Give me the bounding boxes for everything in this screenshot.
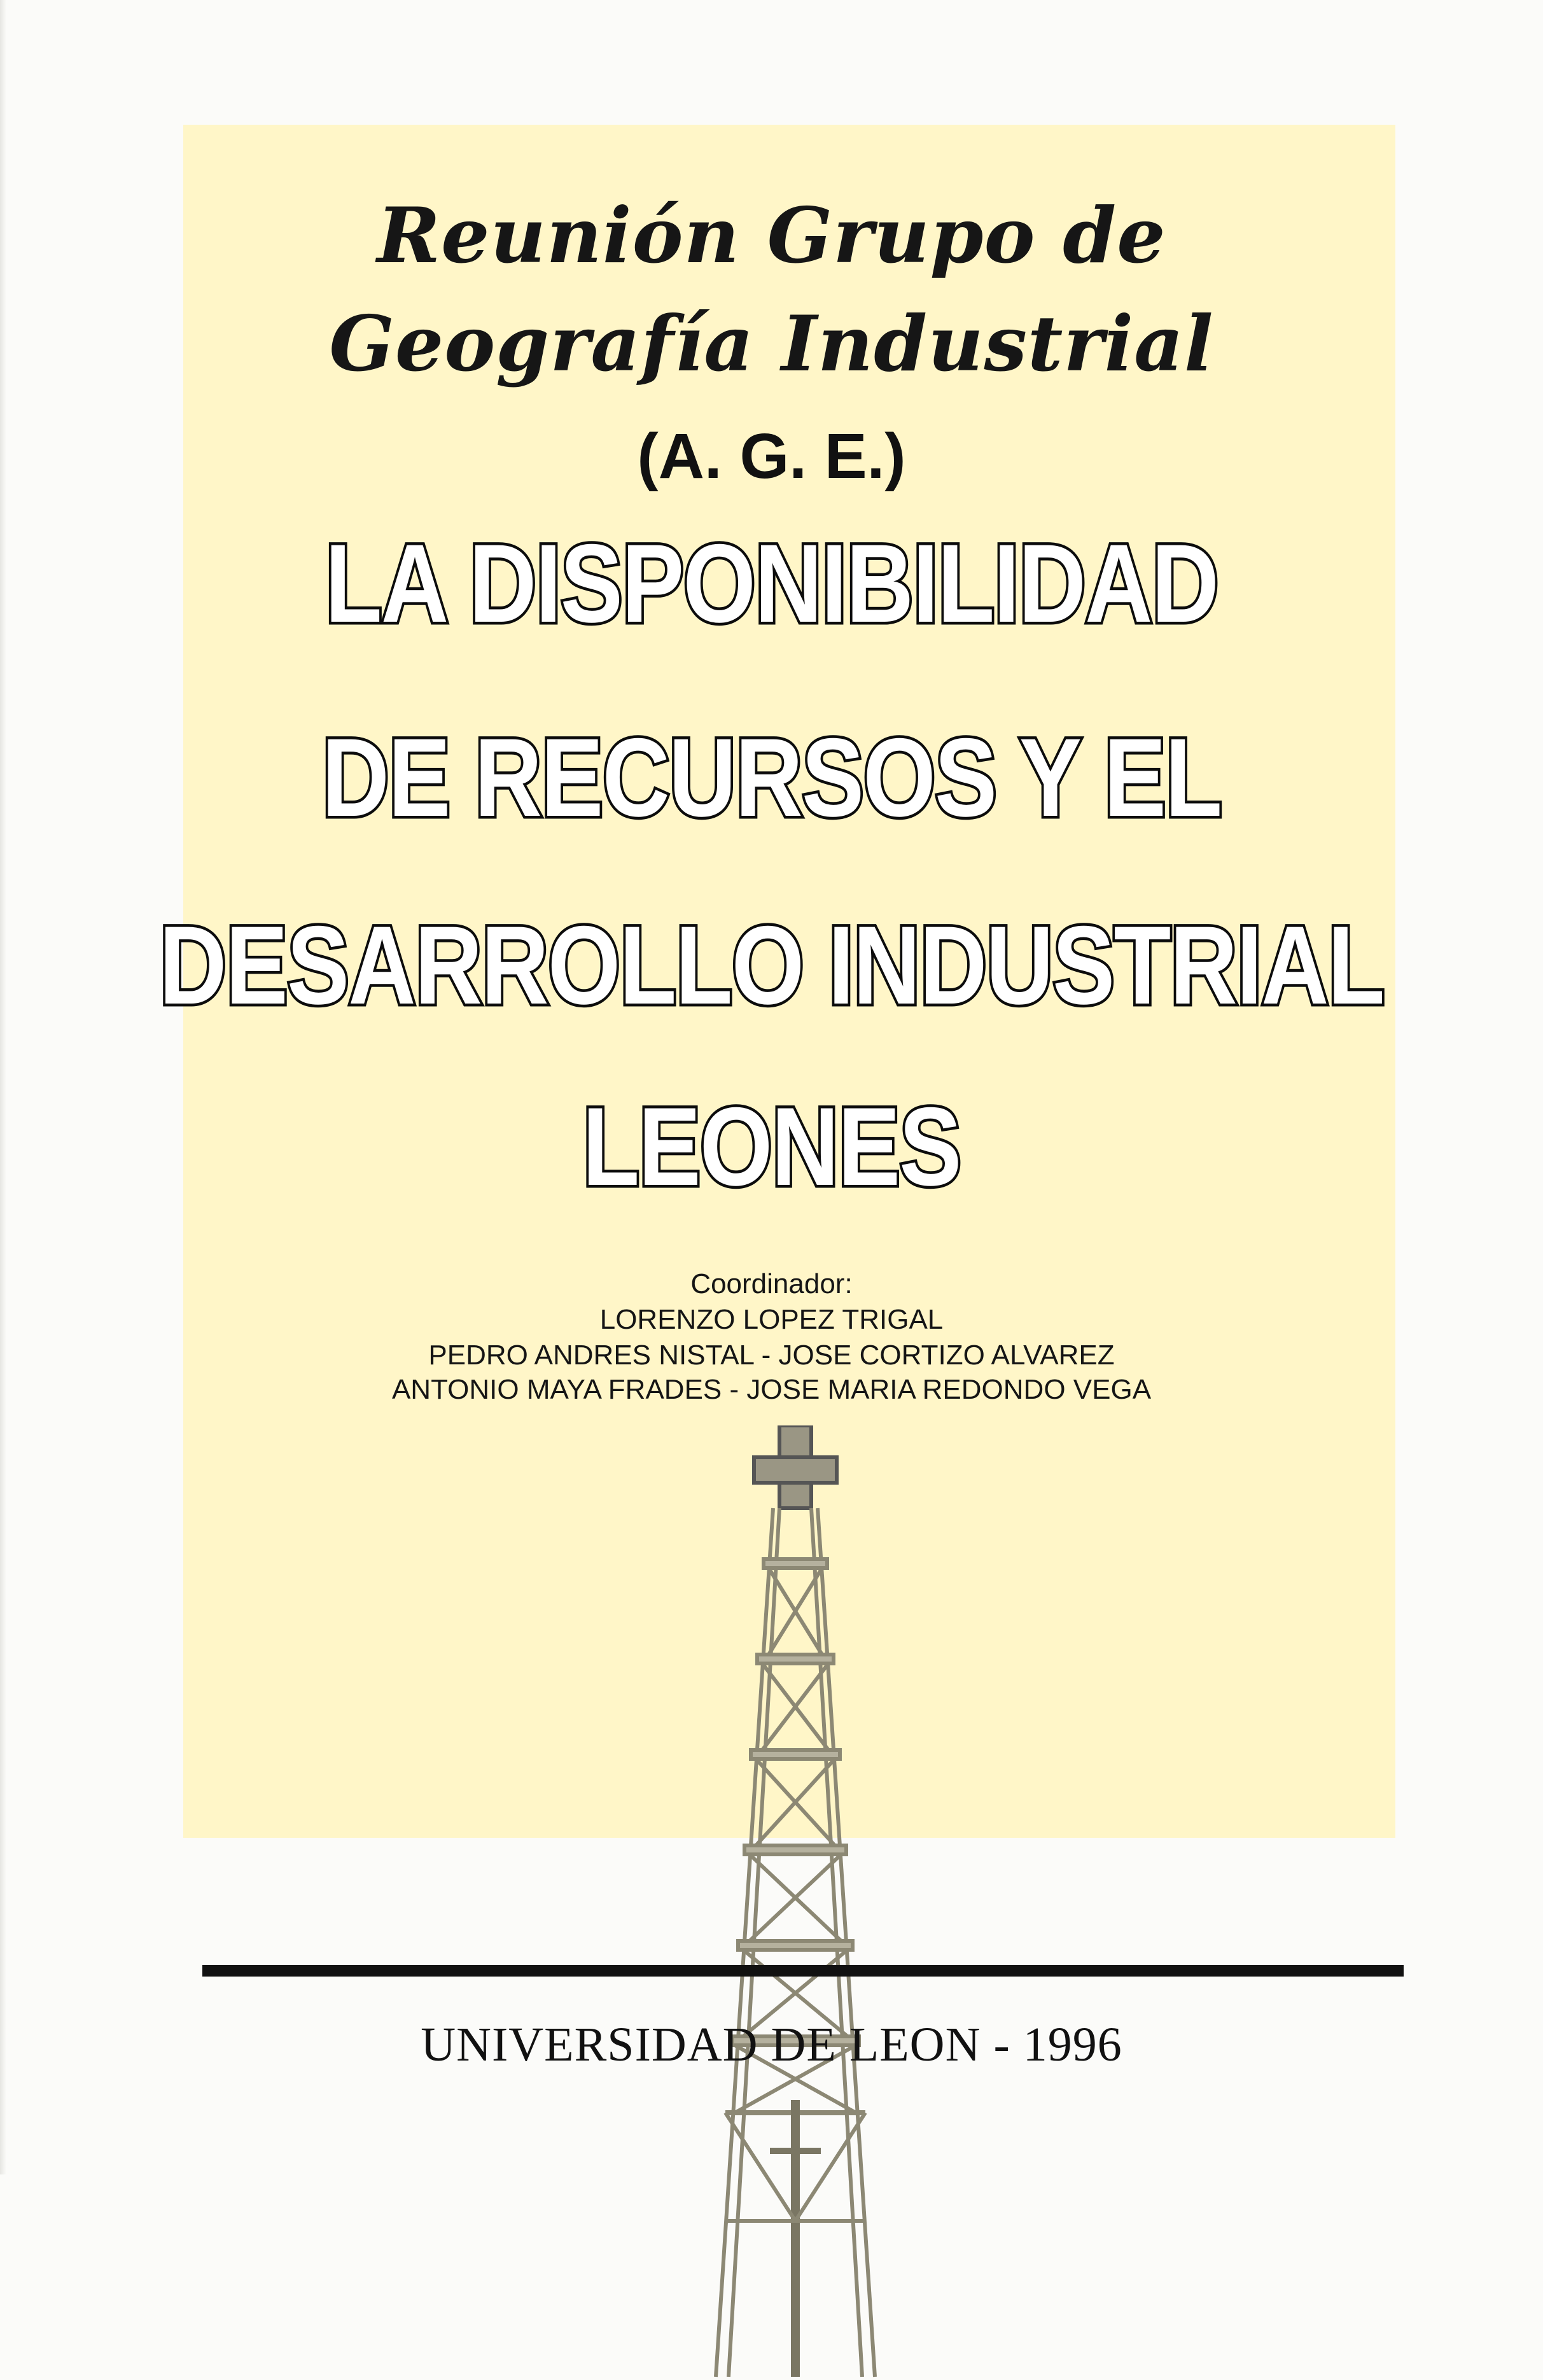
- oil-derrick-icon: [700, 1425, 891, 2380]
- publisher-line: UNIVERSIDAD DE LEON - 1996: [421, 2018, 1122, 2071]
- credits-line-3: ANTONIO MAYA FRADES - JOSE MARIA REDONDO VEGA: [391, 1374, 1152, 1405]
- credits-line-1: LORENZO LOPEZ TRIGAL: [599, 1304, 944, 1335]
- credits-role: Coordinador:: [690, 1268, 853, 1299]
- footer-rule: [202, 1965, 1404, 1977]
- header-acronym: (A. G. E.): [637, 421, 906, 492]
- title-line-1: LA DISPONIBILIDAD: [325, 522, 1218, 646]
- title-line-4: LEONES: [582, 1085, 961, 1209]
- title-line-2: DE RECURSOS Y EL: [321, 716, 1222, 840]
- credits-line-2: PEDRO ANDRES NISTAL - JOSE CORTIZO ALVAREZ: [428, 1340, 1115, 1371]
- title-line-3: DESARROLLO INDUSTRIAL: [159, 904, 1384, 1028]
- header-script-line-1: Reunión Grupo de: [377, 191, 1166, 281]
- header-script-line-2: Geografía Industrial: [329, 299, 1214, 389]
